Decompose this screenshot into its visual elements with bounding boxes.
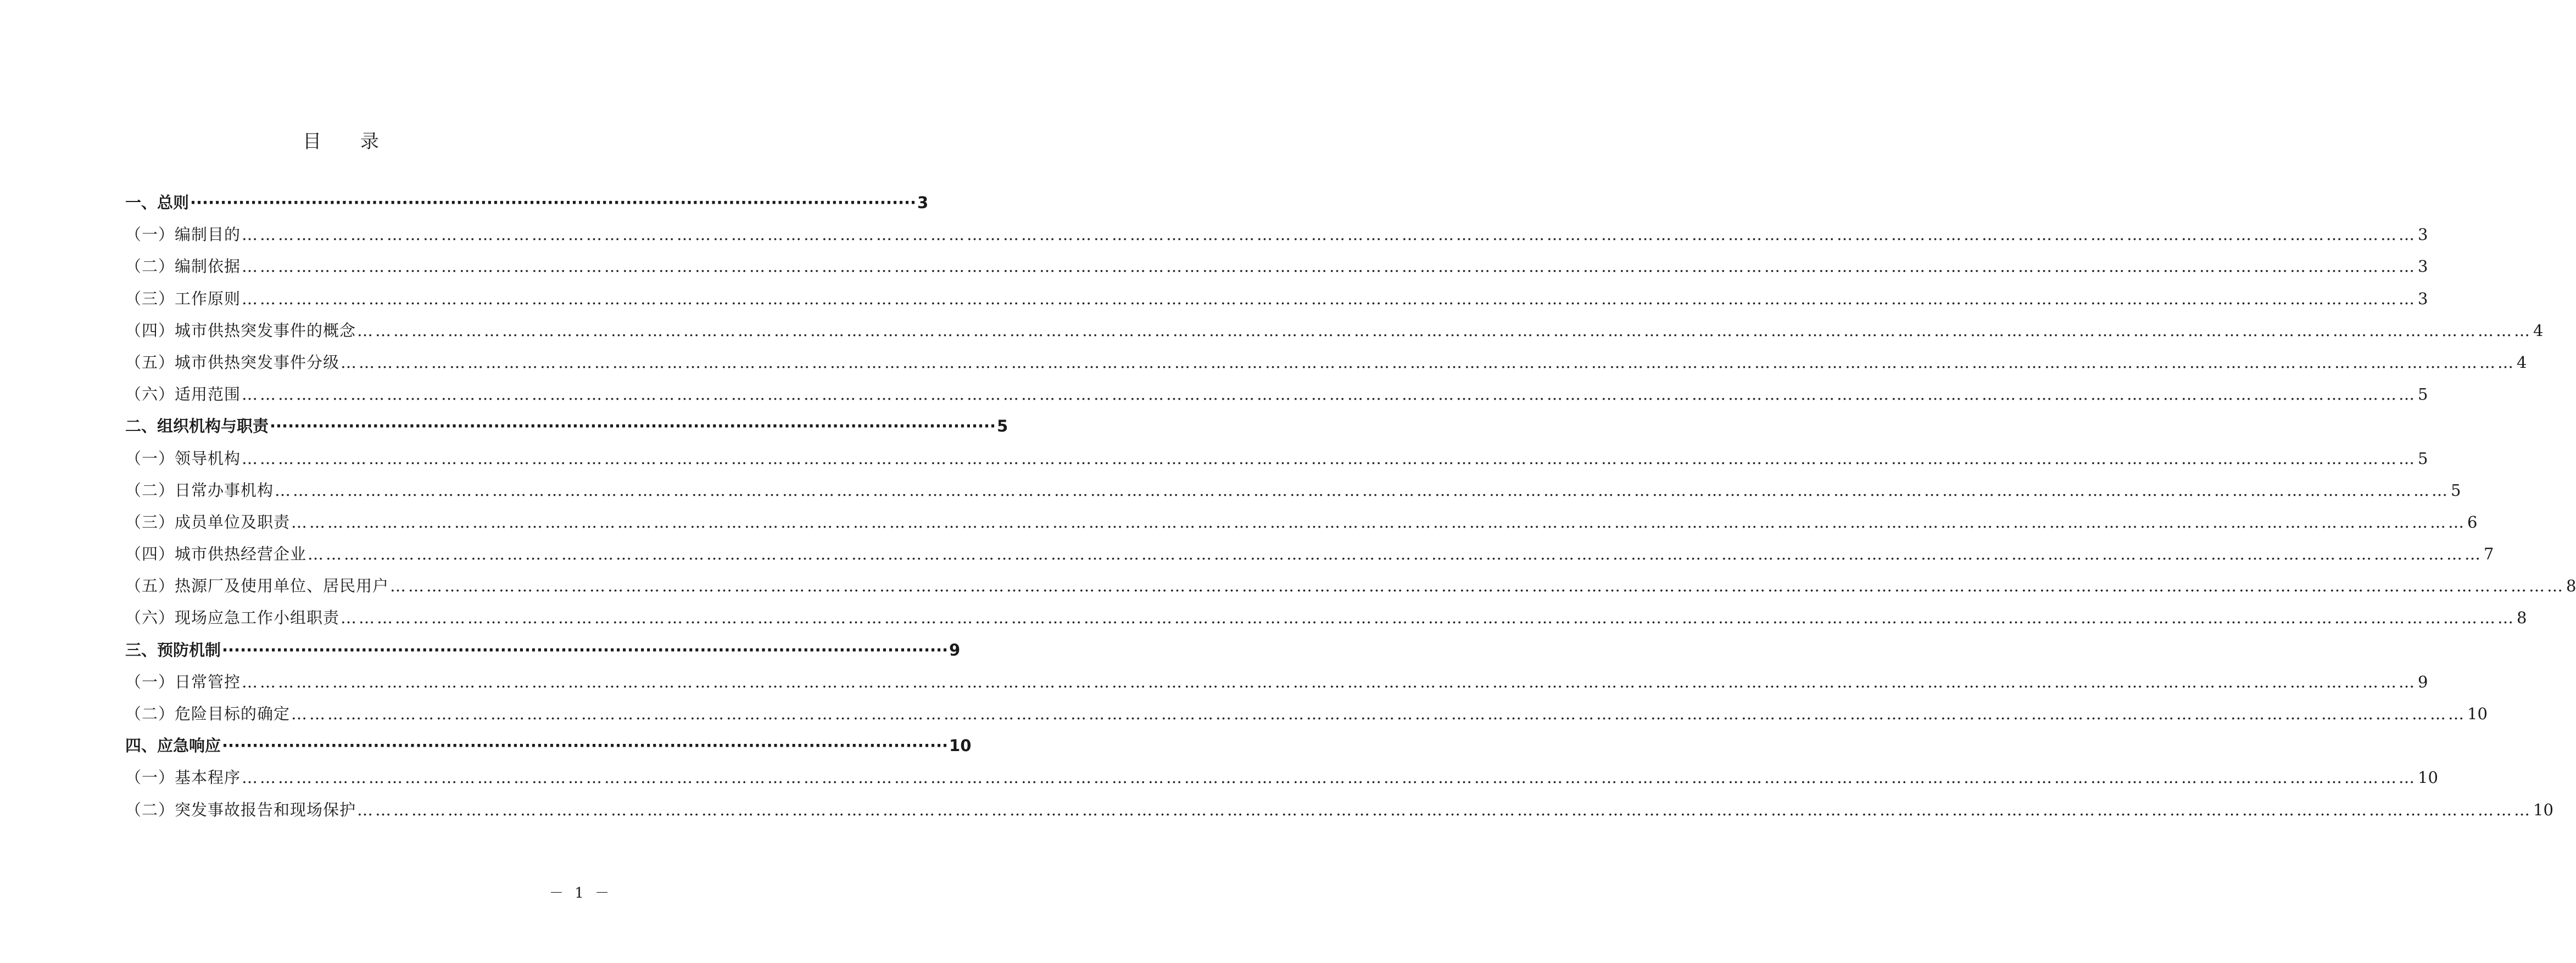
- toc-entry[interactable]: [125, 474, 2461, 506]
- toc-entry-label: 三、预防机制: [125, 640, 221, 659]
- toc-entry[interactable]: [125, 570, 2576, 602]
- toc-dot-leader: ………………………………………………………………………………………………………………………………………………………………………………………………………………………………………………………………………………………………………………………………: [242, 385, 2417, 404]
- toc-entry[interactable]: [125, 410, 1008, 442]
- toc-dot-leader: ························································································································: [270, 417, 996, 436]
- toc-entry[interactable]: [125, 762, 2438, 793]
- toc-entry[interactable]: [125, 378, 2428, 410]
- toc-entry-page: 3: [917, 193, 929, 212]
- toc-entry-page: 10: [2533, 800, 2553, 819]
- toc-entry-page: 9: [2418, 672, 2428, 691]
- toc-entry-page: 8: [2566, 576, 2576, 596]
- toc-entry-page: 6: [2467, 512, 2478, 531]
- toc-entry-label: 二、组织机构与职责: [125, 417, 269, 436]
- toc-entry-page: 3: [2418, 289, 2428, 308]
- table-of-contents: [125, 187, 2576, 826]
- toc-entry-page: 10: [2467, 704, 2488, 723]
- toc-dot-leader: ………………………………………………………………………………………………………………………………………………………………………………………………………………………………………………………………………………………………………………………………: [357, 800, 2533, 819]
- toc-entry-page: 5: [2418, 449, 2428, 468]
- toc-dot-leader: ………………………………………………………………………………………………………………………………………………………………………………………………………………………………………………………………………………………………………………………………: [242, 257, 2417, 276]
- toc-entry-page: 10: [2418, 768, 2438, 787]
- toc-dot-leader: ………………………………………………………………………………………………………………………………………………………………………………………………………………………………………………………………………………………………………………………………: [341, 608, 2516, 628]
- toc-entry-page: 7: [2484, 545, 2494, 564]
- toc-entry[interactable]: [125, 443, 2428, 474]
- toc-entry-label: （三）工作原则: [125, 289, 241, 308]
- toc-entry[interactable]: [125, 346, 2527, 378]
- toc-dot-leader: ………………………………………………………………………………………………………………………………………………………………………………………………………………………………………………………………………………………………………………………………: [242, 225, 2417, 244]
- toc-entry-label: （二）危险目标的确定: [125, 704, 291, 723]
- toc-dot-leader: ………………………………………………………………………………………………………………………………………………………………………………………………………………………………………………………………………………………………………………………………: [242, 768, 2417, 787]
- toc-entry[interactable]: [125, 698, 2488, 730]
- toc-dot-leader: ························································································································: [222, 640, 949, 659]
- toc-entry-label: （一）日常管控: [125, 672, 241, 691]
- toc-entry-label: （二）日常办事机构: [125, 480, 274, 500]
- page-number: － 1 －: [549, 885, 613, 902]
- toc-entry-page: 4: [2517, 352, 2527, 372]
- toc-entry[interactable]: [125, 794, 2553, 826]
- toc-entry-label: （三）成员单位及职责: [125, 512, 291, 531]
- toc-entry-page: 10: [949, 736, 972, 755]
- toc-dot-leader: ………………………………………………………………………………………………………………………………………………………………………………………………………………………………………………………………………………………………………………………………: [242, 289, 2417, 308]
- toc-dot-leader: ························································································································: [190, 193, 917, 212]
- toc-entry[interactable]: [125, 602, 2527, 634]
- toc-entry-label: （六）现场应急工作小组职责: [125, 608, 340, 628]
- toc-entry[interactable]: [125, 666, 2428, 698]
- toc-dot-leader: ………………………………………………………………………………………………………………………………………………………………………………………………………………………………………………………………………………………………………………………………: [242, 449, 2417, 468]
- toc-entry-label: （二）突发事故报告和现场保护: [125, 800, 356, 819]
- page-title: 目 录: [303, 131, 395, 153]
- toc-dot-leader: ………………………………………………………………………………………………………………………………………………………………………………………………………………………………………………………………………………………………………………………………: [357, 321, 2533, 340]
- toc-entry-page: 5: [2418, 385, 2428, 404]
- toc-entry-page: 9: [949, 640, 961, 659]
- toc-entry-label: （四）城市供热经营企业: [125, 545, 307, 564]
- toc-entry-label: （五）热源厂及使用单位、居民用户: [125, 576, 389, 596]
- toc-dot-leader: ………………………………………………………………………………………………………………………………………………………………………………………………………………………………………………………………………………………………………………………………: [291, 704, 2467, 723]
- toc-entry[interactable]: [125, 219, 2428, 250]
- toc-entry-page: 5: [2451, 480, 2461, 500]
- toc-entry-label: （一）领导机构: [125, 449, 241, 468]
- toc-dot-leader: ························································································································: [222, 736, 949, 755]
- toc-dot-leader: ………………………………………………………………………………………………………………………………………………………………………………………………………………………………………………………………………………………………………………………………: [291, 512, 2467, 531]
- toc-entry-label: （二）编制依据: [125, 257, 241, 276]
- toc-entry-label: 四、应急响应: [125, 736, 221, 755]
- toc-entry-page: 8: [2517, 608, 2527, 628]
- toc-entry[interactable]: [125, 634, 961, 666]
- toc-dot-leader: ………………………………………………………………………………………………………………………………………………………………………………………………………………………………………………………………………………………………………………………………: [275, 480, 2450, 500]
- toc-entry[interactable]: [125, 187, 929, 219]
- toc-entry-label: 一、总则: [125, 193, 189, 212]
- toc-entry-label: （六）适用范围: [125, 385, 241, 404]
- toc-entry-page: 5: [997, 417, 1008, 436]
- toc-entry[interactable]: [125, 283, 2428, 315]
- toc-entry-label: （一）编制目的: [125, 225, 241, 244]
- toc-entry-page: 3: [2418, 257, 2428, 276]
- toc-entry[interactable]: [125, 538, 2494, 570]
- toc-entry[interactable]: [125, 250, 2428, 282]
- toc-dot-leader: ………………………………………………………………………………………………………………………………………………………………………………………………………………………………………………………………………………………………………………………………: [390, 576, 2566, 596]
- toc-entry-label: （五）城市供热突发事件分级: [125, 352, 340, 372]
- toc-dot-leader: ………………………………………………………………………………………………………………………………………………………………………………………………………………………………………………………………………………………………………………………………: [308, 545, 2483, 564]
- toc-dot-leader: ………………………………………………………………………………………………………………………………………………………………………………………………………………………………………………………………………………………………………………………………: [242, 672, 2417, 691]
- toc-entry[interactable]: [125, 315, 2544, 346]
- toc-entry-label: （一）基本程序: [125, 768, 241, 787]
- toc-entry[interactable]: [125, 506, 2478, 538]
- toc-entry-page: 3: [2418, 225, 2428, 244]
- toc-entry-page: 4: [2533, 321, 2544, 340]
- toc-entry[interactable]: [125, 730, 972, 762]
- toc-entry-label: （四）城市供热突发事件的概念: [125, 321, 356, 340]
- toc-dot-leader: ………………………………………………………………………………………………………………………………………………………………………………………………………………………………………………………………………………………………………………………………: [341, 352, 2516, 372]
